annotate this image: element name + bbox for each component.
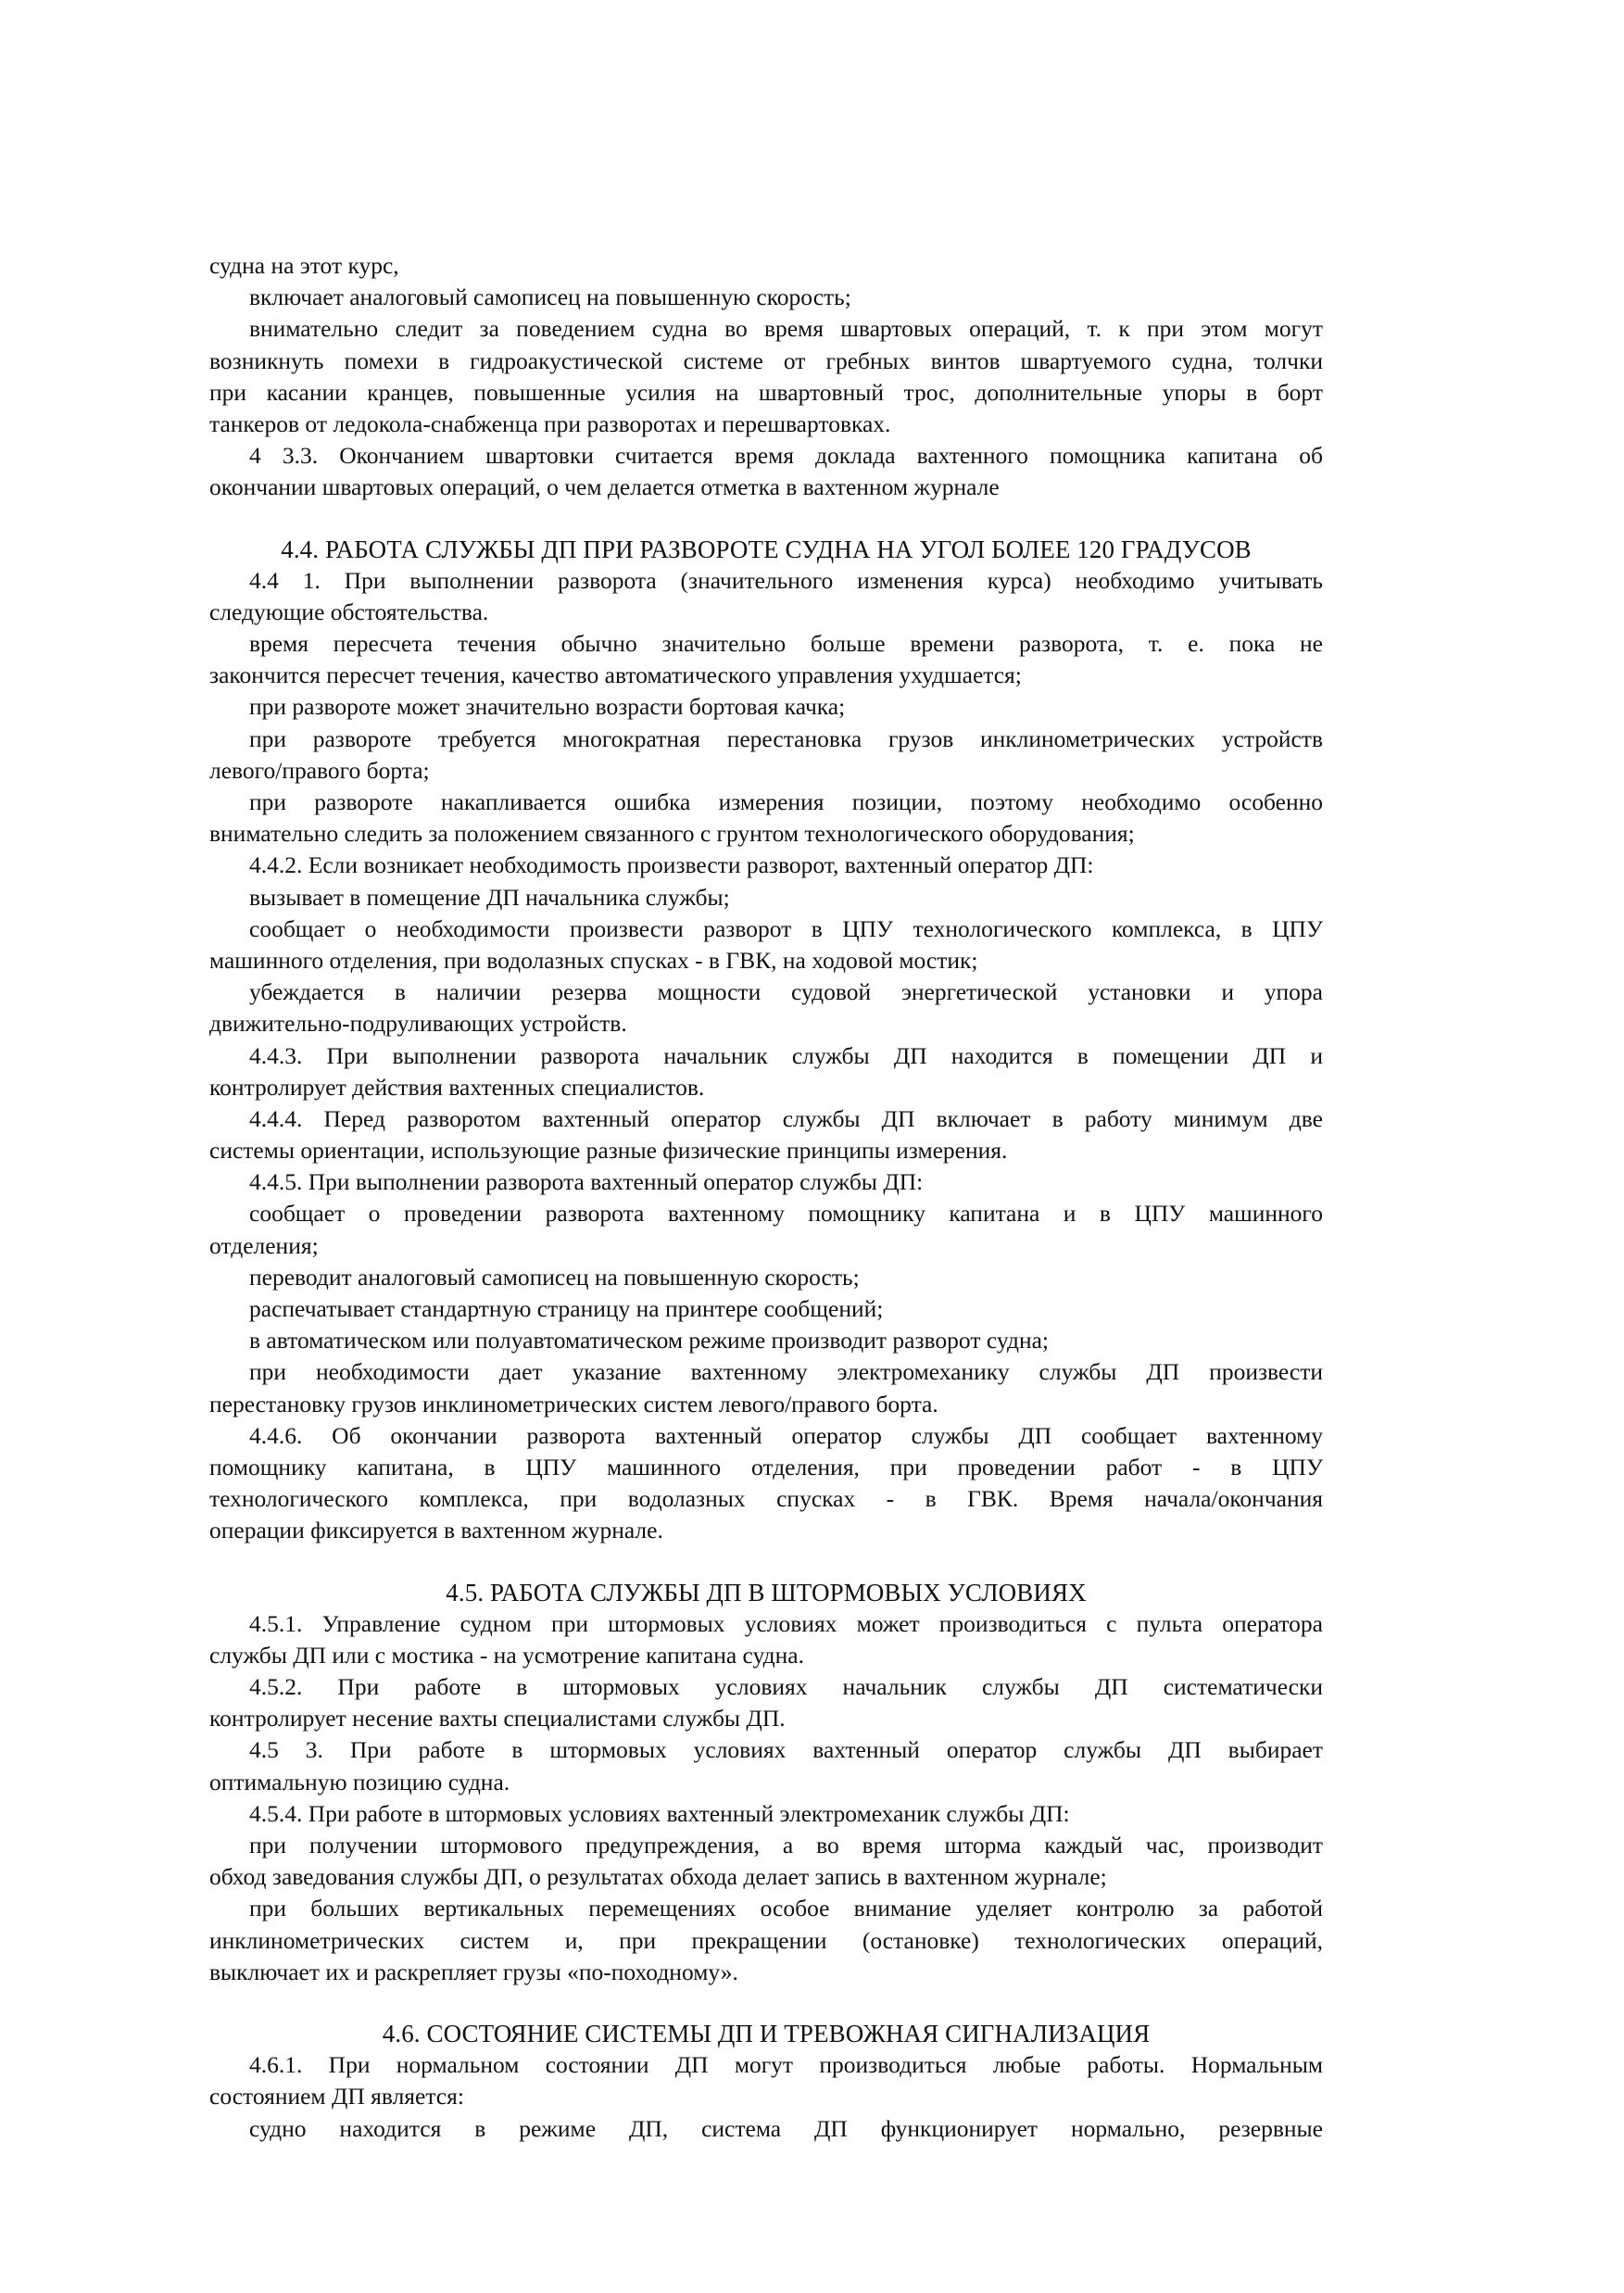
text-line: при развороте может значительно возрасти бортовая качка; — [249, 693, 846, 721]
paragraph — [209, 1166, 1323, 1198]
paragraph — [209, 1356, 1323, 1419]
paragraph — [209, 1198, 1323, 1261]
text-line: движительно-подруливающих устройств. — [209, 1010, 627, 1038]
text-line: оптимальную позицию судна. — [209, 1768, 510, 1795]
paragraph — [209, 1420, 1323, 1547]
text-line: при больших вертикальных перемещениях особое внимание уделяет контролю за работой — [249, 1895, 1323, 1922]
text-line: 4.4.3. При выполнении разворота начальник службы ДП находится в помещении ДП и — [249, 1041, 1323, 1069]
paragraph — [209, 850, 1323, 881]
text-line: 4.4.5. При выполнении разворота вахтенный оператор службы ДП: — [249, 1168, 924, 1196]
text-line: возникнуть помехи в гидроакустической системе от гребных винтов швартуемого судна, толчки — [209, 346, 1323, 374]
section-heading: 4.5. РАБОТА СЛУЖБЫ ДП В ШТОРМОВЫХ УСЛОВИЯХ — [446, 1578, 1087, 1606]
text-line: инклинометрических систем и, при прекращении (остановке) технологических операций, — [209, 1926, 1323, 1954]
section-heading: 4.4. РАБОТА СЛУЖБЫ ДП ПРИ РАЗВОРОТЕ СУДНА НА УГОЛ БОЛЕЕ 120 ГРАДУСОВ — [281, 535, 1252, 563]
text-line: 4.5.1. Управление судном при штормовых условиях может производиться с пульта оператора — [249, 1609, 1323, 1637]
paragraph — [209, 440, 1323, 503]
text-line: судна на этот курс, — [209, 252, 399, 279]
text-line: внимательно следить за положением связанного с грунтом технологического оборудования; — [209, 820, 1135, 848]
paragraph — [209, 1671, 1323, 1734]
paragraph — [209, 1893, 1323, 1988]
paragraph — [209, 1103, 1323, 1166]
document-page — [209, 250, 1323, 2145]
text-line: выключает их и раскрепляет грузы «по-походному». — [209, 1958, 738, 1985]
text-line: переводит аналоговый самописец на повышенную скорость; — [249, 1263, 860, 1291]
text-line: при касании кранцев, повышенные усилия на швартовный трос, дополнительные упоры в борт — [209, 378, 1323, 406]
paragraph — [209, 250, 1323, 282]
text-line: контролирует действия вахтенных специалистов. — [209, 1073, 705, 1101]
text-line: включает аналоговый самописец на повышенную скорость; — [249, 283, 851, 311]
text-line: состоянием ДП является: — [209, 2083, 464, 2110]
paragraph — [209, 2113, 1323, 2145]
paragraph — [209, 882, 1323, 913]
text-line: 4.5 3. При работе в штормовых условиях вахтенный оператор службы ДП выбирает — [249, 1736, 1323, 1764]
text-line: технологического комплекса, при водолазных спусках - в ГВК. Время начала/окончания — [209, 1485, 1323, 1513]
paragraph — [209, 1293, 1323, 1325]
text-line: 4.4 1. При выполнении разворота (значительного изменения курса) необходимо учитывать — [249, 566, 1323, 594]
text-line: следующие обстоятельства. — [209, 598, 489, 625]
paragraph — [209, 1040, 1323, 1103]
text-line: сообщает о необходимости произвести разворот в ЦПУ технологического комплекса, в ЦПУ — [249, 914, 1323, 942]
text-line: перестановку грузов инклинометрических систем левого/правого борта. — [209, 1390, 938, 1417]
text-line: операции фиксируется в вахтенном журнале. — [209, 1517, 663, 1544]
text-line: отделения; — [209, 1231, 319, 1259]
paragraph — [209, 313, 1323, 440]
paragraph — [209, 1798, 1323, 1830]
text-line: обход заведования службы ДП, о результатах обхода делает запись в вахтенном журнале; — [209, 1863, 1107, 1891]
text-line: помощнику капитана, в ЦПУ машинного отделения, при проведении работ - в ЦПУ — [209, 1453, 1323, 1480]
text-line: 4.5.4. При работе в штормовых условиях вахтенный электромеханик службы ДП: — [249, 1799, 1070, 1827]
text-line: внимательно следит за поведением судна во время швартовых операций, т. к при этом могут — [249, 315, 1323, 343]
paragraph — [209, 1262, 1323, 1293]
text-line: при развороте накапливается ошибка измерения позиции, поэтому необходимо особенно — [249, 788, 1323, 815]
text-line: окончании швартовых операций, о чем делается отметка в вахтенном журнале — [209, 473, 1000, 501]
paragraph — [209, 1830, 1323, 1893]
text-line: судно находится в режиме ДП, система ДП функционирует нормально, резервные — [249, 2114, 1323, 2142]
text-line: 4.4.2. Если возникает необходимость произвести разворот, вахтенный оператор ДП: — [249, 851, 1094, 879]
text-line: в автоматическом или полуавтоматическом режиме производит разворот судна; — [249, 1327, 1049, 1354]
text-line: машинного отделения, при водолазных спусках - в ГВК, на ходовой мостик; — [209, 946, 978, 974]
paragraph — [209, 1608, 1323, 1671]
text-line: левого/правого борта; — [209, 756, 430, 784]
text-line: сообщает о проведении разворота вахтенному помощнику капитана и в ЦПУ машинного — [249, 1200, 1323, 1228]
section-heading: 4.6. СОСТОЯНИЕ СИСТЕМЫ ДП И ТРЕВОЖНАЯ СИГНАЛИЗАЦИЯ — [382, 2019, 1151, 2047]
text-line: время пересчета течения обычно значительно больше времени разворота, т. е. пока не — [249, 630, 1323, 658]
text-line: 4.6.1. При нормальном состоянии ДП могут производиться любые работы. Нормальным — [249, 2051, 1323, 2079]
text-line: 4.4.4. Перед разворотом вахтенный оператор службы ДП включает в работу минимум две — [249, 1104, 1323, 1132]
text-line: танкеров от ледокола-снабженца при разворотах и перешвартовках. — [209, 409, 891, 437]
text-line: контролирует несение вахты специалистами службы ДП. — [209, 1705, 786, 1732]
section-spacer — [209, 1547, 1323, 1577]
text-line: 4.5.2. При работе в штормовых условиях начальник службы ДП систематически — [249, 1673, 1323, 1701]
text-line: вызывает в помещение ДП начальника службы; — [249, 883, 730, 911]
text-line: закончится пересчет течения, качество автоматического управления ухудшается; — [209, 661, 1022, 689]
section-spacer — [209, 1988, 1323, 2018]
paragraph — [209, 691, 1323, 723]
paragraph — [209, 1734, 1323, 1797]
paragraph — [209, 1325, 1323, 1356]
paragraph — [209, 976, 1323, 1039]
paragraph — [209, 282, 1323, 313]
paragraph — [209, 565, 1323, 628]
paragraph — [209, 724, 1323, 787]
paragraph — [209, 913, 1323, 976]
text-line: при получении штормового предупреждения, а во время шторма каждый час, производит — [249, 1832, 1323, 1858]
text-line: 4.4.6. Об окончании разворота вахтенный оператор службы ДП сообщает вахтенному — [249, 1421, 1323, 1449]
text-line: 4 3.3. Окончанием швартовки считается время доклада вахтенного помощника капитана об — [249, 442, 1323, 470]
section-spacer — [209, 504, 1323, 534]
text-line: системы ориентации, использующие разные физические принципы измерения. — [209, 1137, 1008, 1165]
paragraph — [209, 787, 1323, 850]
text-line: службы ДП или с мостика - на усмотрение капитана судна. — [209, 1641, 804, 1669]
paragraph — [209, 2049, 1323, 2112]
text-line: убеждается в наличии резерва мощности судовой энергетической установки и упора — [249, 978, 1323, 1006]
paragraph — [209, 628, 1323, 691]
text-line: при необходимости дает указание вахтенному электромеханику службы ДП произвести — [249, 1358, 1323, 1386]
text-line: при развороте требуется многократная перестановка грузов инклинометрических устройств — [249, 724, 1323, 752]
text-line: распечатывает стандартную страницу на принтере сообщений; — [249, 1295, 884, 1322]
